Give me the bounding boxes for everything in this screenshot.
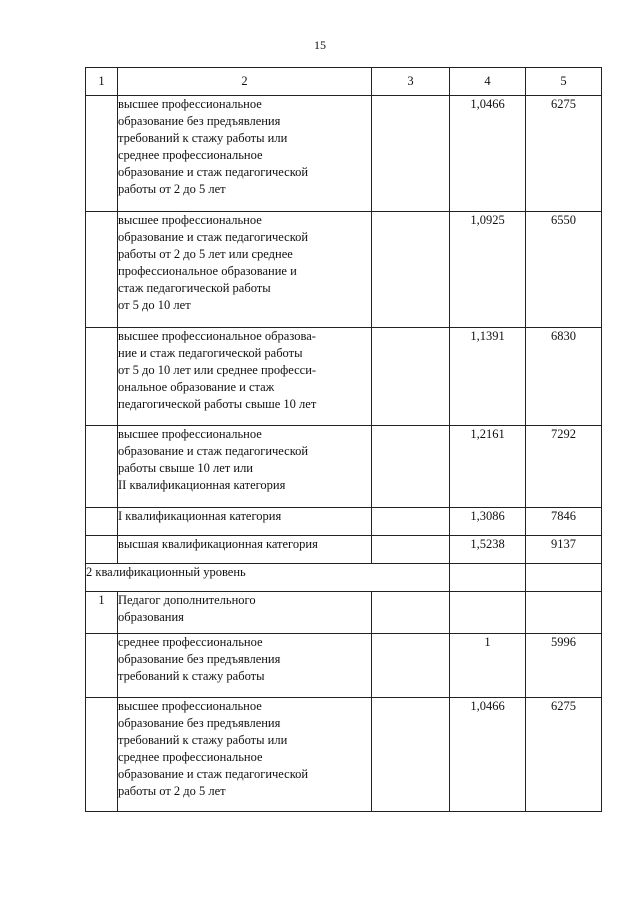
cell-description: высшее профессиональное образование без предъявления требований к стажу работы или среднее профессиональное образование и стаж педагогической работы от 2 до 5 лет: [118, 698, 372, 812]
cell-coefficient: [450, 564, 526, 592]
cell-num: [86, 508, 118, 536]
cell-salary: 6830: [526, 328, 602, 426]
cell-col3: [372, 96, 450, 212]
table-row: [86, 508, 602, 536]
cell-col3: [372, 426, 450, 508]
cell-description: высшее профессиональное образова- ние и стаж педагогической работы от 5 до 10 лет или среднее професси- ональное образование и стаж педагогической работы свыше 10 лет: [118, 328, 372, 426]
table-row: [86, 426, 602, 508]
cell-num: [86, 698, 118, 812]
cell-col3: [372, 634, 450, 698]
cell-description: высшая квалификационная категория: [118, 536, 372, 564]
cell-num: [86, 328, 118, 426]
table-row: [86, 698, 602, 812]
col-header: 5: [526, 68, 602, 96]
table-row: [86, 536, 602, 564]
page-number: 15: [314, 38, 326, 52]
cell-salary: 6275: [526, 96, 602, 212]
cell-salary: 6275: [526, 698, 602, 812]
cell-coefficient: 1,2161: [450, 426, 526, 508]
col-header: 2: [118, 68, 372, 96]
cell-salary: 7846: [526, 508, 602, 536]
cell-description: высшее профессиональное образование и стаж педагогической работы свыше 10 лет или II квалификационная категория: [118, 426, 372, 508]
cell-description: высшее профессиональное образование без предъявления требований к стажу работы или среднее профессиональное образование и стаж педагогической работы от 2 до 5 лет: [118, 96, 372, 212]
qualification-level-row: [86, 564, 602, 592]
cell-coefficient: 1,0925: [450, 212, 526, 328]
cell-coefficient: 1,3086: [450, 508, 526, 536]
cell-coefficient: 1,1391: [450, 328, 526, 426]
cell-col3: [372, 698, 450, 812]
cell-coefficient: [450, 592, 526, 634]
cell-description: высшее профессиональное образование и стаж педагогической работы от 2 до 5 лет или среднее профессиональное образование и стаж педагогической работы от 5 до 10 лет: [118, 212, 372, 328]
table-row: [86, 634, 602, 698]
cell-coefficient: 1,0466: [450, 698, 526, 812]
col-header: 1: [86, 68, 118, 96]
cell-salary: 5996: [526, 634, 602, 698]
cell-col3: [372, 328, 450, 426]
col-header: 4: [450, 68, 526, 96]
cell-num: [86, 96, 118, 212]
cell-salary: 6550: [526, 212, 602, 328]
cell-description: I квалификационная категория: [118, 508, 372, 536]
cell-num: 1: [86, 592, 118, 634]
cell-salary: [526, 564, 602, 592]
cell-num: [86, 212, 118, 328]
table-row: [86, 592, 602, 634]
table-header-row: [86, 68, 602, 96]
cell-salary: [526, 592, 602, 634]
table-row: [86, 328, 602, 426]
cell-coefficient: 1,5238: [450, 536, 526, 564]
cell-salary: 9137: [526, 536, 602, 564]
cell-col3: [372, 536, 450, 564]
cell-col3: [372, 592, 450, 634]
cell-num: [86, 634, 118, 698]
table-row: [86, 96, 602, 212]
cell-description: Педагог дополнительного образования: [118, 592, 372, 634]
col-header: 3: [372, 68, 450, 96]
cell-num: [86, 536, 118, 564]
cell-coefficient: 1: [450, 634, 526, 698]
cell-description: среднее профессиональное образование без предъявления требований к стажу работы: [118, 634, 372, 698]
cell-col3: [372, 212, 450, 328]
cell-salary: 7292: [526, 426, 602, 508]
cell-num: [86, 426, 118, 508]
cell-col3: [372, 508, 450, 536]
qualification-level-label: 2 квалификационный уровень: [86, 564, 450, 592]
cell-coefficient: 1,0466: [450, 96, 526, 212]
table-row: [86, 212, 602, 328]
salary-table: [85, 67, 602, 812]
